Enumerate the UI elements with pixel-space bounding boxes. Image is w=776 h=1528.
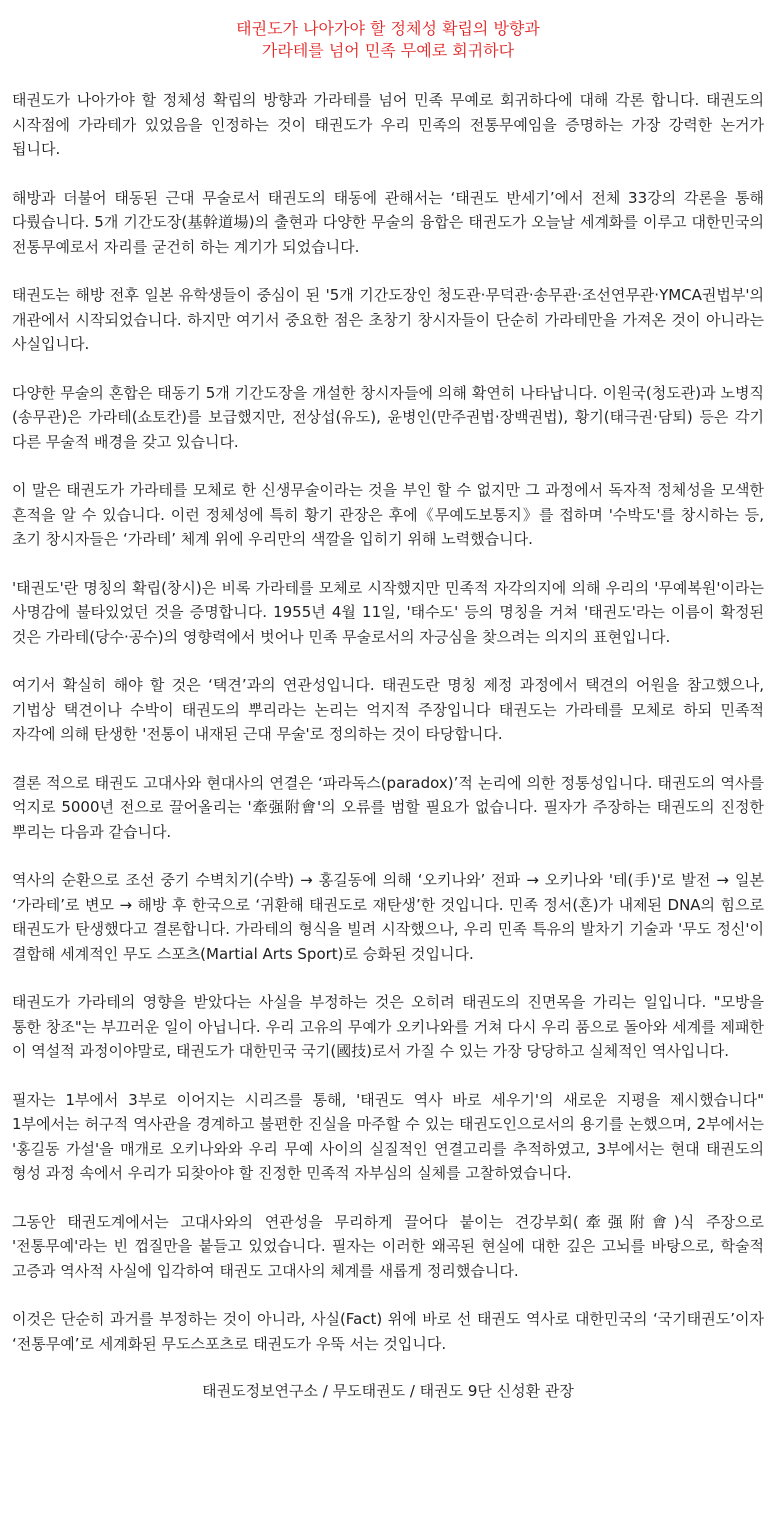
paragraph-7: 여기서 확실히 해야 할 것은 ‘택견’과의 연관성입니다. 태권도란 명칭 제정 과정에서 택견의 어원을 참고했으나, 기법상 택견이나 수박이 태권도의 뿌리라는 논리는 억지적 주장입니다 태권도는 가라테를 모체로 하되 민족적 자각에 의해 탄생한 '전통이 내재된 근대 무술'로 정의하는 것이 타당합니다. (12, 676, 764, 743)
paragraph-10: 태권도가 가라테의 영향을 받았다는 사실을 부정하는 것은 오히려 태권도의 진면목을 가리는 일입니다. "모방을 통한 창조"는 부끄러운 일이 아닙니다. 우리 고유의 무예가 오키나와를 거쳐 다시 우리 품으로 돌아와 세계를 제패한 이 역설적 과정이야말로, 태권도가 대한민국 국기(國技)로서 가질 수 있는 가장 당당하고 실체적인 역사입니다. (12, 993, 764, 1060)
paragraph-2: 해방과 더불어 태동된 근대 무술로서 태권도의 태동에 관해서는 ‘태권도 반세기’에서 전체 33강의 각론을 통해 다뤘습니다. 5개 기간도장(基幹道場)의 출현과 다양한 무술의 융합은 태권도가 오늘날 세계화를 이루고 대한민국의 전통무예로서 자리를 굳건히 하는 계기가 되었습니다. (12, 188, 764, 256)
paragraph-9: 역사의 순환으로 조선 중기 수벽치기(수박) → 홍길동에 의해 ‘오키나와’ 전파 → 오키나와 '테(手)'로 발전 → 일본 ‘가라테’로 변모 → 해방 후 한국으로 ‘귀환해 태권도로 재탄생’한 것입니다. 민족 정서(혼)가 내제된 DNA의 힘으로 태권도가 탄생했다고 결론합니다. 가라테의 형식을 빌려 시작했으나, 우리 민족 특유의 발차기 기술과 '무도 정신'이 결합해 세계적인 무도 스포츠(Martial Arts Sport)로 승화된 것입니다. (12, 871, 764, 963)
title-line-1: 태권도가 나아가야 할 정체성 확립의 방향과 (236, 19, 540, 38)
paragraph-6: '태권도'란 명칭의 확립(창시)은 비록 가라테를 모체로 시작했지만 민족적 자각의지에 의해 우리의 '무예복원'이라는 사명감에 불타있었던 것을 증명합니다. 1955년 4월 11일, '태수도' 등의 명칭을 거쳐 '태권도'라는 이름이 확정된 것은 가라테(당수·공수)의 영향력에서 벗어나 민족 무술로서의 자긍심을 찾으려는 의지의 표현입니다. (12, 578, 764, 646)
article-title (12, 18, 764, 62)
paragraph-8: 결론 적으로 태권도 고대사와 현대사의 연결은 ‘파라독스(paradox)’적 논리에 의한 정통성입니다. 태권도의 역사를 억지로 5000년 전으로 끌어올리는 '牽强附會'의 오류를 범할 필요가 없습니다. 필자가 주장하는 태권도의 진정한 뿌리는 다음과 같습니다. (12, 773, 764, 841)
paragraph-13: 이것은 단순히 과거를 부정하는 것이 아니라, 사실(Fact) 위에 바로 선 태권도 역사로 대한민국의 ‘국기태권도’이자 ‘전통무예’로 세계화된 무도스포츠로 태권도가 우뚝 서는 것입니다. (12, 1310, 764, 1353)
paragraph-5: 이 말은 태권도가 가라테를 모체로 한 신생무술이라는 것을 부인 할 수 없지만 그 과정에서 독자적 정체성을 모색한 흔적을 알 수 있습니다. 이런 정체성에 특히 황기 관장은 후에《무예도보통지》를 접하며 '수박도'를 창시하는 등, 초기 창시자들은 ‘가라테’ 체계 위에 우리만의 색깔을 입히기 위해 노력했습니다. (12, 481, 764, 548)
paragraph-3: 태권도는 해방 전후 일본 유학생들이 중심이 된 '5개 기간도장인 청도관·무덕관·송무관·조선연무관·YMCA권법부'의 개관에서 시작되었습니다. 하지만 여기서 중요한 점은 초창기 창시자들이 단순히 가라테만을 가져온 것이 아니라는 사실입니다. (12, 286, 764, 353)
paragraph-4: 다양한 무술의 혼합은 태동기 5개 기간도장을 개설한 창시자들에 의해 확연히 나타납니다. 이원국(청도관)과 노병직(송무관)은 가라테(쇼토칸)를 보급했지만, 전상섭(유도), 윤병인(만주권법·장백권법), 황기(태극권·담퇴) 등은 각기 다른 무술적 배경을 갖고 있습니다. (12, 383, 764, 451)
paragraph-11: 필자는 1부에서 3부로 이어지는 시리즈를 통해, '태권도 역사 바로 세우기'의 새로운 지평을 제시했습니다" 1부에서는 허구적 역사관을 경계하고 불편한 진실을 마주할 수 있는 태권도인으로서의 용기를 논했으며, 2부에서는 '홍길동 가설'을 매개로 오키나와와 우리 무예 사이의 실질적인 연결고리를 추적하였고, 3부에서는 현대 태권도의 형성 과정 속에서 우리가 되찾아야 할 진정한 민족적 자부심의 실체를 고찰하였습니다. (12, 1090, 764, 1182)
title-line-2: 가라테를 넘어 민족 무예로 회귀하다 (261, 41, 515, 60)
paragraph-1: 태권도가 나아가야 할 정체성 확립의 방향과 가라테를 넘어 민족 무예로 회귀하다에 대해 각론 합니다. 태권도의 시작점에 가라테가 있었음을 인정하는 것이 태권도가 우리 민족의 전통무예임을 증명하는 가장 강력한 논거가 됩니다. (12, 91, 764, 158)
paragraph-12: 그동안 태권도계에서는 고대사와의 연관성을 무리하게 끌어다 붙이는 견강부회(牽强附會)식 주장으로 '전통무예'라는 빈 껍질만을 붙들고 있었습니다. 필자는 이러한 왜곡된 현실에 대한 깊은 고뇌를 바탕으로, 학술적 고증과 역사적 사실에 입각하여 태권도 고대사의 체계를 새롭게 정리했습니다. (12, 1212, 764, 1280)
author-credit: 태권도정보연구소 / 무도태권도 / 태권도 9단 신성환 관장 (202, 1382, 574, 1400)
